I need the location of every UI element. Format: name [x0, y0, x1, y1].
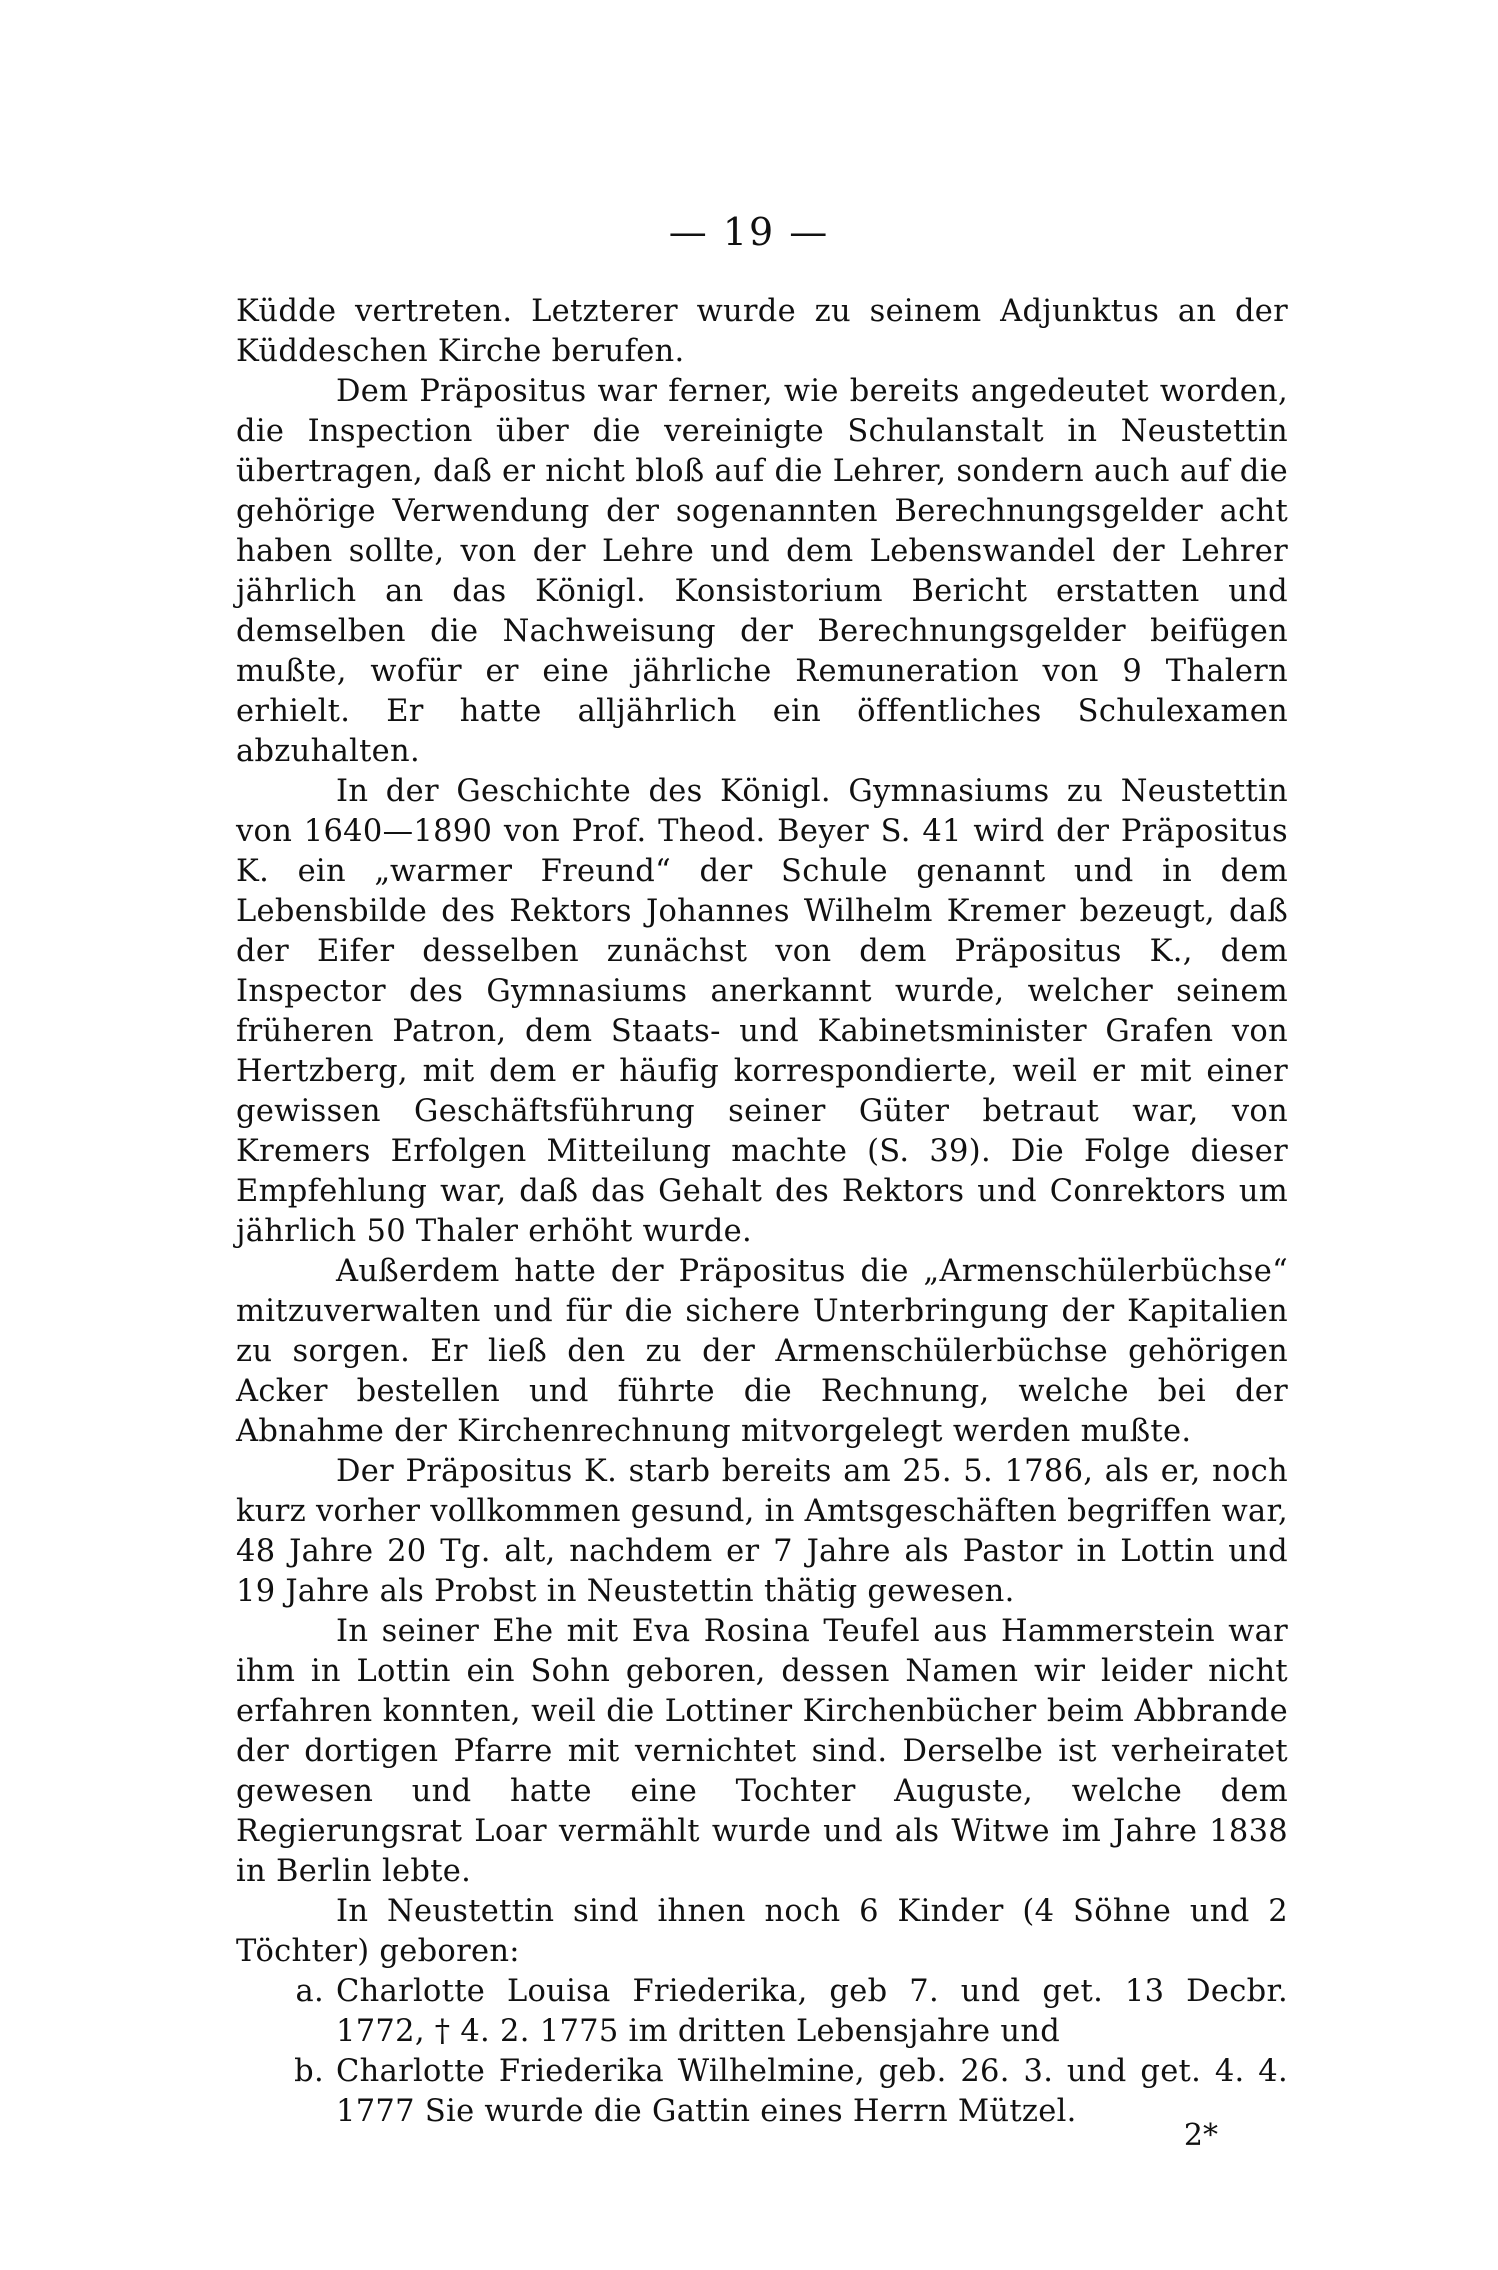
signature-mark: 2*: [1183, 2118, 1218, 2153]
list-marker: b.: [294, 2054, 324, 2089]
paragraph: Außerdem hatte der Präpositus die „Armenschülerbüchse“ mitzuverwalten und für die sichere Unterbringung der Kapitalien zu sorgen. Er ließ den zu der Armenschülerbüchse gehörigen Acker bestellen und führte die Rechnung, welche bei der Abnahme der Kirchenrechnung mitvorgelegt werden mußte.: [236, 1254, 1288, 1449]
list-item: [236, 1972, 1288, 2052]
list-item-text: Charlotte Friederika Wilhelmine, geb. 26. 3. und get. 4. 4. 1777 Sie wurde die Gattin eines Herrn Mützel.: [336, 2054, 1288, 2129]
paragraph: Dem Präpositus war ferner, wie bereits angedeutet worden, die Inspection über die vereinigte Schulanstalt in Neustettin übertragen, daß er nicht bloß auf die Lehrer, sondern auch auf die gehörige Verwendung der sogenannten Berechnungsgelder acht haben sollte, von der Lehre und dem Lebenswandel der Lehrer jährlich an das Königl. Konsistorium Bericht erstatten und demselben die Nachweisung der Berechnungsgelder beifügen mußte, wofür er eine jährliche Remuneration von 9 Thalern erhielt. Er hatte alljährlich ein öffentliches Schulexamen abzuhalten.: [236, 374, 1288, 769]
page-number: — 19 —: [668, 210, 830, 254]
body-text: [236, 292, 1288, 2132]
paragraph: In Neustettin sind ihnen noch 6 Kinder (4 Söhne und 2 Töchter) geboren:: [236, 1894, 1288, 1969]
paragraph: Der Präpositus K. starb bereits am 25. 5. 1786, als er, noch kurz vorher vollkommen gesund, in Amtsgeschäften begriffen war, 48 Jahre 20 Tg. alt, nachdem er 7 Jahre als Pastor in Lottin und 19 Jahre als Probst in Neustettin thätig gewesen.: [236, 1454, 1288, 1609]
list-item: [236, 2052, 1288, 2132]
list-marker: a.: [295, 1974, 324, 2009]
paragraph: In der Geschichte des Königl. Gymnasiums zu Neustettin von 1640—1890 von Prof. Theod. Beyer S. 41 wird der Präpositus K. ein „warmer Freund“ der Schule genannt und in dem Lebensbilde des Rektors Johannes Wilhelm Kremer bezeugt, daß der Eifer desselben zunächst von dem Präpositus K., dem Inspector des Gymnasiums anerkannt wurde, welcher seinem früheren Patron, dem Staats- und Kabinetsminister Grafen von Hertzberg, mit dem er häufig korrespondierte, weil er mit einer gewissen Geschäftsführung seiner Güter betraut war, von Kremers Erfolgen Mitteilung machte (S. 39). Die Folge dieser Empfehlung war, daß das Gehalt des Rektors und Conrektors um jährlich 50 Thaler erhöht wurde.: [236, 774, 1288, 1249]
paragraph: Küdde vertreten. Letzterer wurde zu seinem Adjunktus an der Küddeschen Kirche berufen.: [236, 294, 1288, 369]
paragraph: In seiner Ehe mit Eva Rosina Teufel aus Hammerstein war ihm in Lottin ein Sohn geboren, dessen Namen wir leider nicht erfahren konnten, weil die Lottiner Kirchenbücher beim Abbrande der dortigen Pfarre mit vernichtet sind. Derselbe ist verheiratet gewesen und hatte eine Tochter Auguste, welche dem Regierungsrat Loar vermählt wurde und als Witwe im Jahre 1838 in Berlin lebte.: [236, 1614, 1288, 1889]
list-item-text: Charlotte Louisa Friederika, geb 7. und get. 13 Decbr. 1772, † 4. 2. 1775 im dritten Lebensjahre und: [336, 1974, 1288, 2049]
